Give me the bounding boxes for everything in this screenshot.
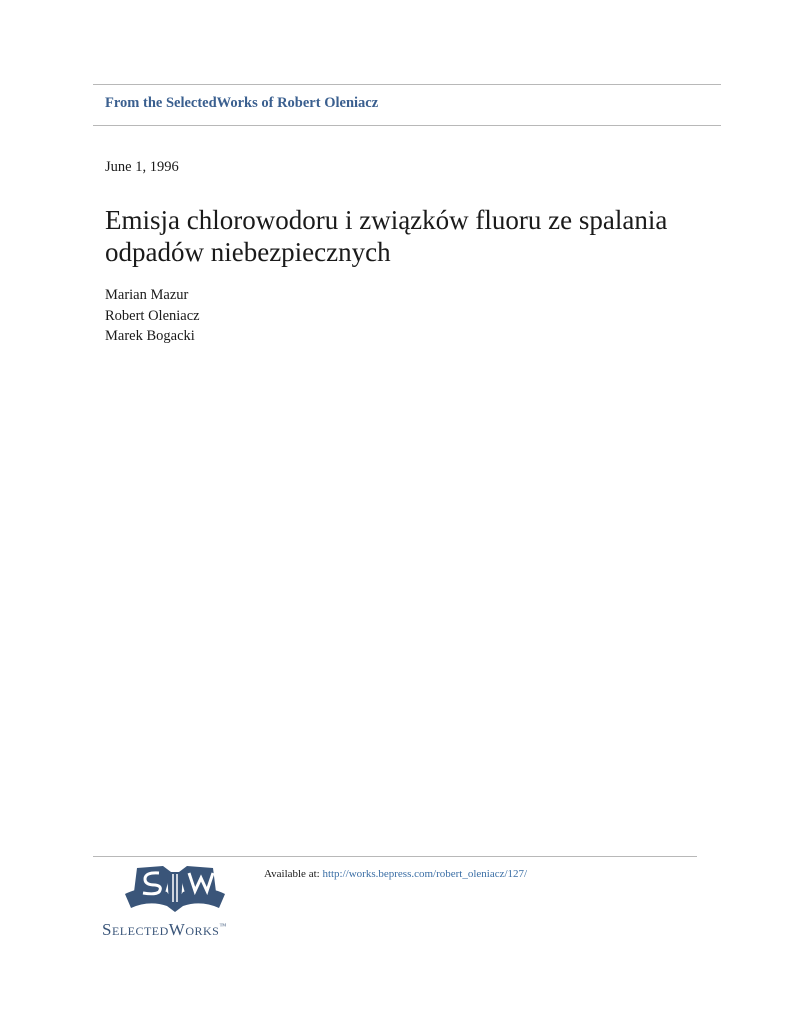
trademark-mark: ™ bbox=[219, 922, 227, 930]
availability-url-link[interactable]: http://works.bepress.com/robert_oleniacz/127/ bbox=[322, 868, 528, 880]
header-bottom-rule bbox=[93, 125, 721, 126]
open-book-logo-icon bbox=[123, 864, 227, 914]
footer-rule bbox=[93, 856, 697, 857]
author-name: Marian Mazur bbox=[105, 287, 189, 303]
document-title: Emisja chlorowodoru i związków fluoru ze spalania odpadów niebezpiecznych bbox=[105, 205, 668, 267]
source-link[interactable]: From the SelectedWorks of Robert Oleniacz bbox=[105, 95, 379, 111]
author-list bbox=[105, 285, 200, 347]
available-label: Available at: bbox=[264, 868, 323, 880]
author-name: Marek Bogacki bbox=[105, 328, 195, 344]
author-name: Robert Oleniacz bbox=[105, 307, 200, 324]
header-top-rule bbox=[93, 84, 721, 85]
publication-date: June 1, 1996 bbox=[105, 159, 179, 175]
logo-wordmark: SelectedWorks bbox=[102, 920, 220, 939]
selectedworks-logo bbox=[102, 864, 262, 944]
availability-line bbox=[264, 868, 527, 880]
